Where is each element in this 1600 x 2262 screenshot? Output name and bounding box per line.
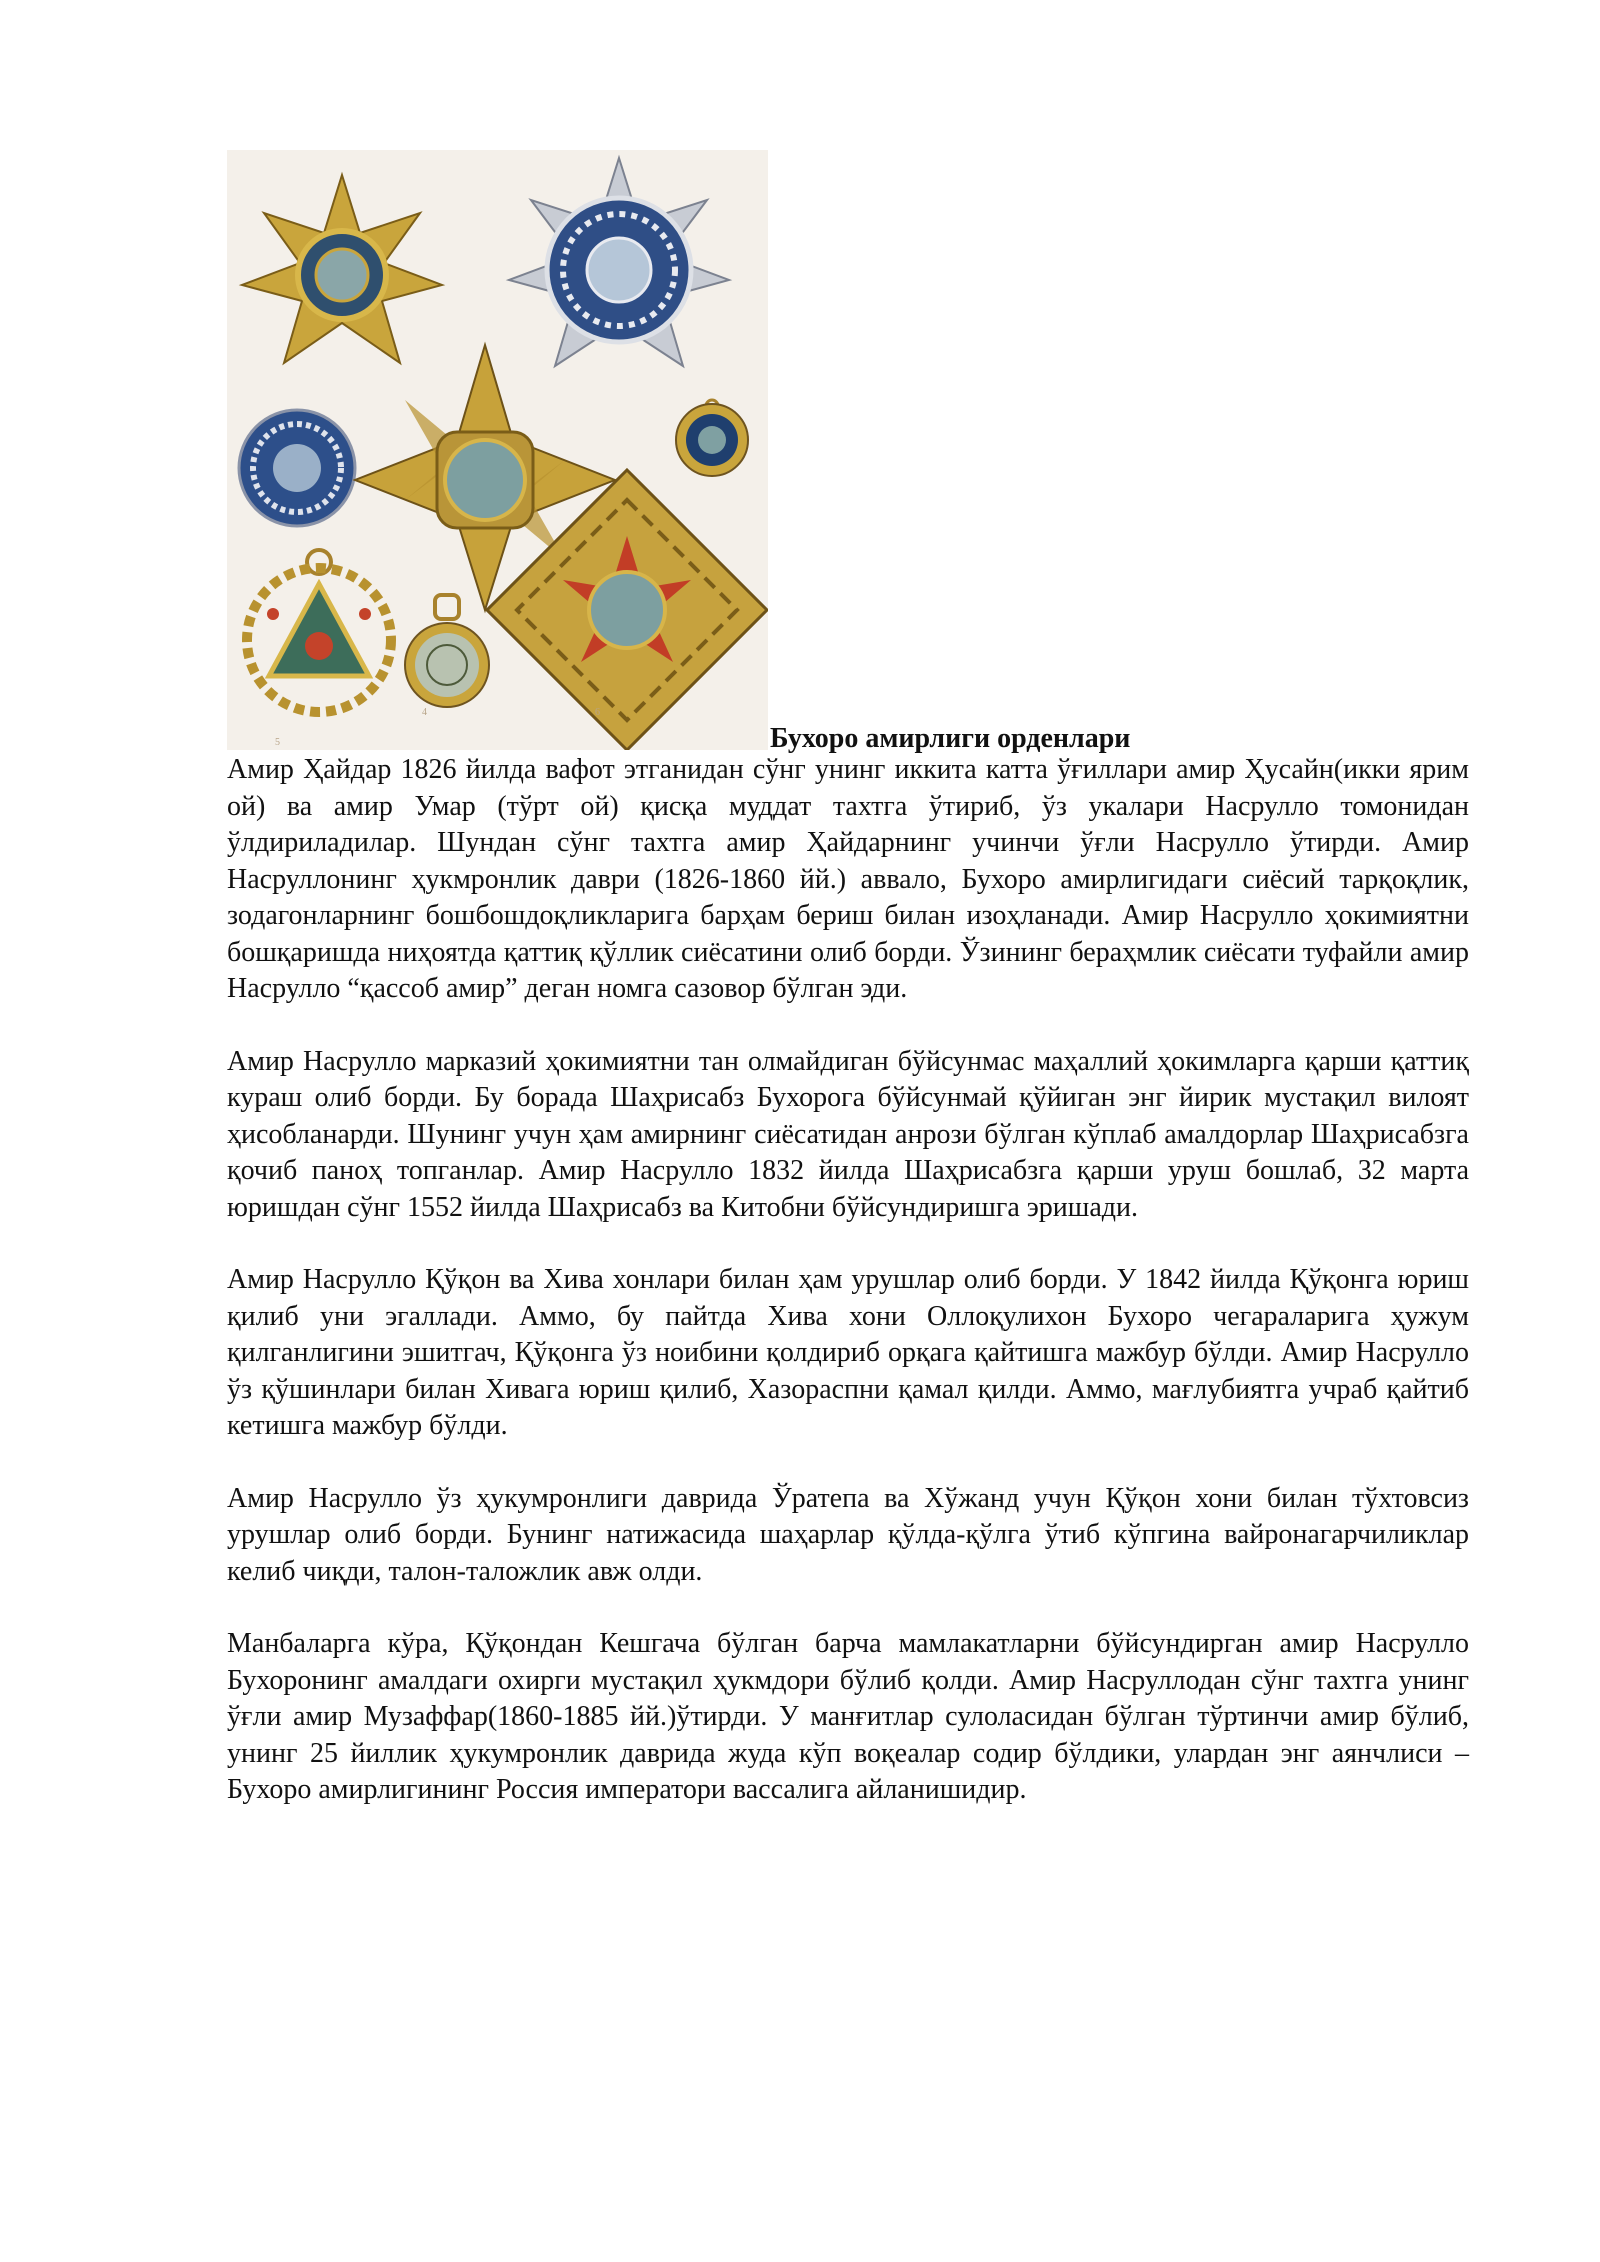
paragraph-1: Амир Ҳайдар 1826 йилда вафот этганидан сўнг унинг иккита катта ўғиллари амир Ҳусайн(икки ярим ой) ва амир Умар (тўрт ой) қисқа муддат тахтга ўтириб, ўз укалари Насрулло томонидан ўлдириладилар. Шундан сўнг тахтга амир Ҳайдарнинг учинчи ўғли Насрулло ўтирди. Амир Насруллонинг ҳукмронлик даври (1826-1860 йй.) аввало, Бухоро амирлигидаги сиёсий тарқоқлик, зодагонларнинг бошбошдоқликларига барҳам бериш билан изоҳланади. Амир Насрулло ҳокимиятни бошқаришда ниҳоятда қаттиқ қўллик сиёсатини олиб борди. Ўзининг бераҳмлик сиёсати туфайли амир Насрулло “қассоб амир” деган номга сазовор бўлган эди.	[227, 754, 1469, 1004]
document-page	[227, 150, 1469, 1809]
paragraph-5: Манбаларга кўра, Қўқондан Кешгача бўлган барча мамлакатларни бўйсундирган амир Насрулло Бухоронинг амалдаги охирги мустақил ҳукмдори бўлиб қолди. Амир Насруллодан сўнг тахтга унинг ўғли амир Музаффар(1860-1885 йй.)ўтирди. У манғитлар сулоласидан бўлган тўртинчи амир бўлиб, унинг 25 йиллик ҳукумронлик даврида жуда кўп воқеалар содир бўлдики, улардан энг аянчлиси – Бухоро амирлигининг Россия императори вассалига айланишидир.	[227, 1628, 1469, 1805]
blue-medallion	[239, 410, 355, 526]
svg-text:5: 5	[275, 737, 280, 748]
figure-row	[227, 150, 1469, 752]
figure-caption: Бухоро амирлиги орденлари	[770, 723, 1131, 754]
paragraph-3: Амир Насрулло Қўқон ва Хива хонлари билан ҳам урушлар олиб борди. У 1842 йилда Қўқонга юриш қилиб уни эгаллади. Аммо, бу пайтда Хива хони Оллоқулихон Бухоро чегараларига ҳужум қилганлигини эшитгач, Қўқонга ўз ноибини қолдириб орқага қайтишга мажбур бўлди. Амир Насрулло ўз қўшинлари билан Хивага юриш қилиб, Хазораспни қамал қилди. Аммо, мағлубиятга учраб қайтиб кетишга мажбур бўлди.	[227, 1264, 1469, 1441]
svg-text:4: 4	[422, 707, 427, 718]
svg-text:6: 6	[595, 707, 600, 718]
orders-illustration	[227, 150, 768, 750]
paragraph-2: Амир Насрулло марказий ҳокимиятни тан олмайдиган бўйсунмас маҳаллий ҳокимларга қарши қаттиқ кураш олиб борди. Бу борада Шаҳрисабз Бухорога бўйсунмай қўйиган энг йирик мустақил вилоят ҳисобланарди. Шунинг учун ҳам амирнинг сиёсатидан анрози бўлган кўплаб амалдорлар Шаҳрисабзга қочиб паноҳ топганлар. Амир Насрулло 1832 йилда Шаҳрисабзга қарши уруш бошлаб, 32 марта юришдан сўнг 1552 йилда Шаҳрисабз ва Китобни бўйсундиришга эришади.	[227, 1045, 1469, 1223]
paragraph-4: Амир Насрулло ўз ҳукумронлиги даврида Ўратепа ва Хўжанд учун Қўқон хони билан тўхтовсиз урушлар олиб борди. Бунинг натижасида шаҳарлар қўлда-қўлга ўтиб кўпгина вайронагарчиликлар келиб чиқди, талон-таложлик авж олди.	[227, 1482, 1469, 1587]
